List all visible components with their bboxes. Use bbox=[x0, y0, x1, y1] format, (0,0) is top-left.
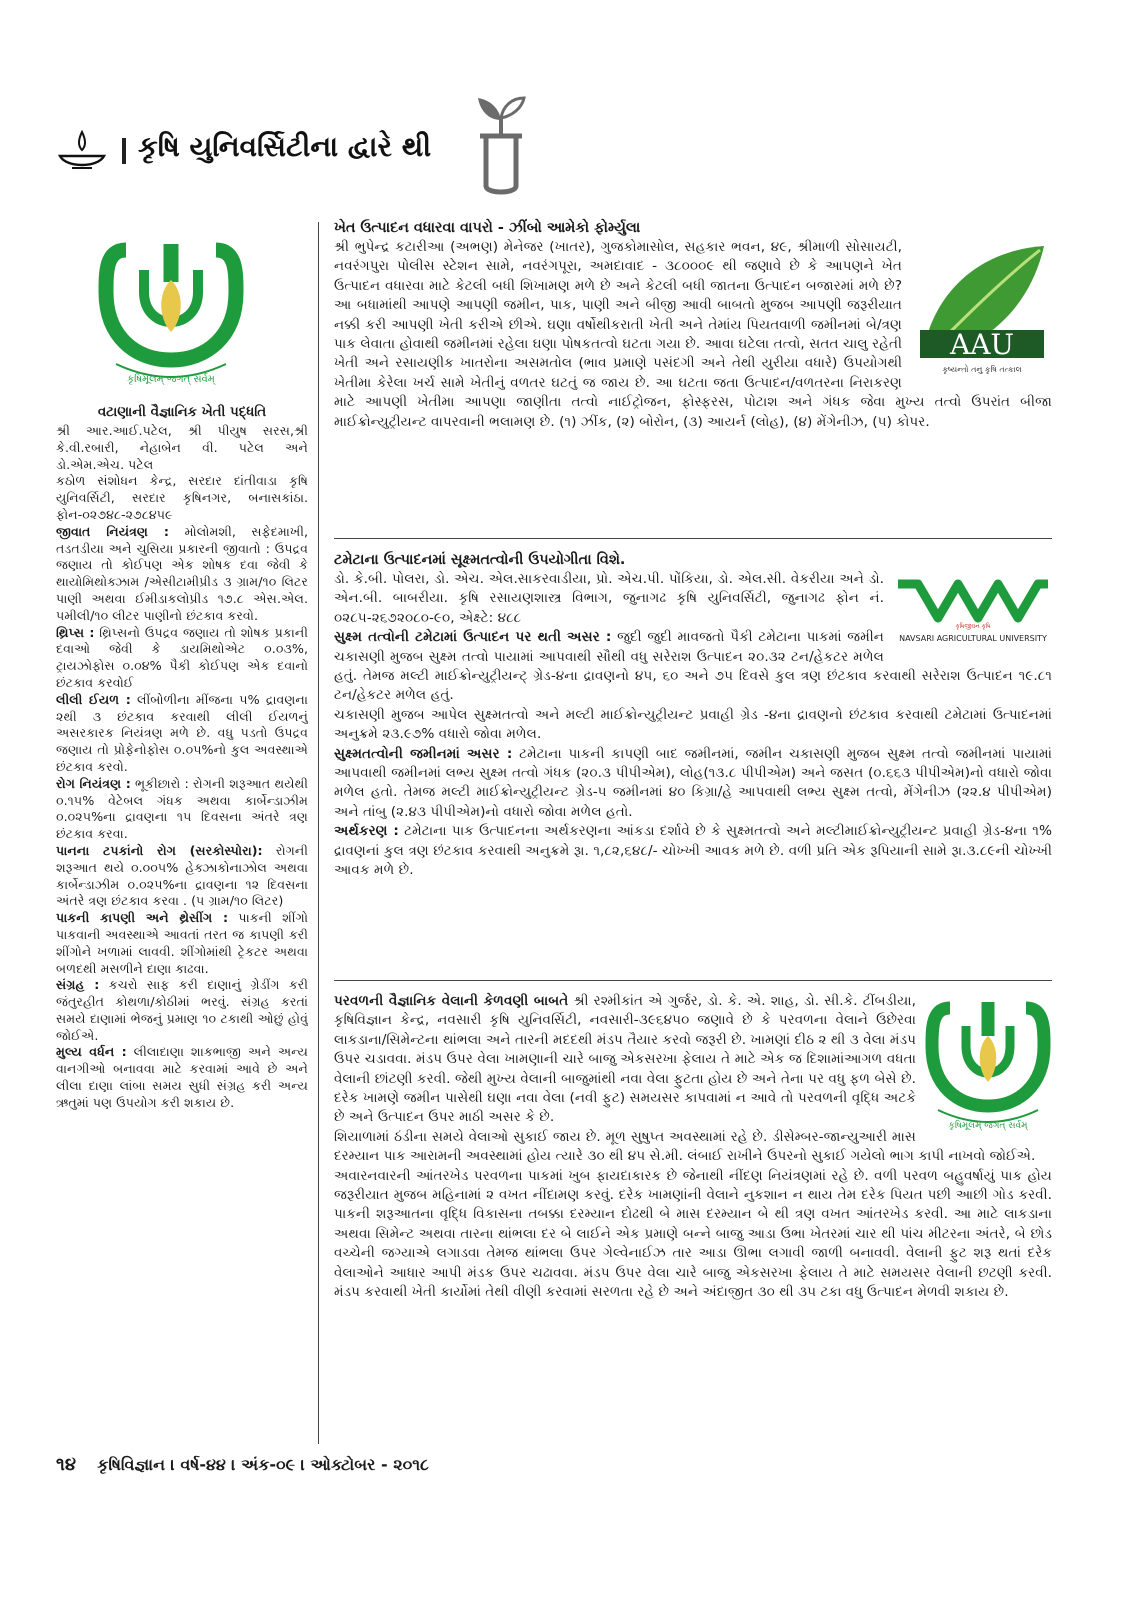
paragraph-text: ટમેટાના પાક ઉત્પાદનના અર્થકરણના આંકડા દર્શાવે છે કે સુક્ષ્મતત્વો અને મલ્ટીમાઈક્રોન્યુટ્રીયન્ટ પ્રવાહી ગ્રેડ-૪ના ૧% દ્રાવણનાં કુલ ત્રણ છંટકાવ કરવાથી અનુક્રમે રૂા. ૧,૮૨,૬૪૮/- ચોખ્ખી આવક મળે છે. વળી પ્રતિ એક રૂપિયાની સામે રૂા.૩.૮૯ની ચોખ્ખી આવક મળે છે. bbox=[334, 823, 1052, 879]
nau-tagline: કૃષિજીવન કૃષિ bbox=[955, 623, 991, 630]
section-label: પાનના ટપકાંનો રોગ (સરકોસ્પોરા): bbox=[56, 842, 263, 858]
article-tomato-micronutrients bbox=[334, 550, 1052, 970]
soil-effect-paragraph bbox=[334, 745, 1052, 823]
leaf-spot-section bbox=[56, 843, 308, 910]
section-label: સંગ્રહ : bbox=[56, 977, 100, 993]
subheading: સુક્ષ્મ તત્વોની ટમેટામાં ઉત્પાદન પર થતી અસર : bbox=[334, 629, 612, 646]
section-text: મોલોમશી, સફેદમાખી, તડતડીયા અને ચુસિયા પ્રકારની જીવાતો : ઉપદ્રવ જણાય તો કોઈપણ એક શોષક દવા જેવી કે થાયોમિથોક્ઝામ /એસીટામીપ્રીડ ૩ ગ્રામ/૧૦ લિટર પાણી અથવા ઈમીડાકલોપ્રીડ ૧૭.૮ એસ.એલ. ૫મીલી/૧૦ લીટર પાણીનો છંટકાવ કરવો. bbox=[56, 523, 308, 623]
left-logo-tagline: કૃષિમૂલમ્ જગત્ સર્વમ્ bbox=[127, 374, 215, 385]
section-text: લીંબોળીના મીંજના ૫% દ્રાવણના ૨થી ૩ છંટકાવ કરવાથી લીલી ઈયળનું અસરકારક નિયંત્રણ મળે છે. વધુ પડતો ઉપદ્રવ જણાય તો પ્રોફેનોફોસ ૦.૦૫%નો કુલ અવસ્થાએ છંટકાવ કરવો. bbox=[56, 691, 308, 774]
subheading: સુક્ષ્મતત્વોની જમીનમાં અસર : bbox=[334, 745, 513, 762]
diya-lamp-icon bbox=[56, 126, 108, 178]
section-label: જીવાત નિયંત્રણ : bbox=[56, 523, 169, 539]
left-article-authors: શ્રી આર.આઈ.પટેલ, શ્રી પીયુષ સરસ,શ્રી કે.વી.રબારી, નેહાબેન વી. પટેલ અને ડો.એમ.એચ. પટેલ bbox=[56, 423, 308, 472]
section-label: લીલી ઈયળ : bbox=[56, 691, 131, 707]
article-title: ખેત ઉત્પાદન વધારવા વાપરો - ઝીંબો આમેકો ફોર્મ્યુલા bbox=[334, 220, 641, 236]
disease-control-section bbox=[56, 776, 308, 843]
university-logo-right bbox=[924, 994, 1052, 1136]
thrips-section bbox=[56, 625, 308, 692]
nau-logo bbox=[894, 574, 1052, 646]
section-text: રોગની શરૂઆત થયે ૦.૦૦૫% હેક્ઝાકોનાઝોલ અથવા કાર્બેન્ડાઝીમ ૦.૦૨૫%ના દ્રાવણના ૧૨ દિવસના અંતરે ત્રણ છંટકાવ કરવા . (૫ ગ્રામ/૧૦ લિટર) bbox=[56, 842, 308, 909]
page-number: ૧૪ bbox=[56, 1454, 76, 1475]
page-footer bbox=[56, 1454, 756, 1480]
yield-effect-continued: ચકાસણી મુજબ આપેલ સુક્ષ્મતત્વો અને મલ્ટી માઈક્રોન્યુટ્રીયન્ટ પ્રવાહી ગ્રેડ -૪ના દ્રાવણનો છંટકાવ કરવાથી ટમેટામાં ઉત્પાદનમાં અનુક્રમે ૨૩.૯૭% વધારો જોવા મળેલ. bbox=[334, 706, 1052, 743]
economics-paragraph bbox=[334, 822, 1052, 880]
aau-tagline: કૃષ્યન્તો તનુ કૃષિ તત્કાલ bbox=[942, 365, 1022, 374]
winter-care-paragraph: શિયાળામાં ઠંડીના સમયે વેલાઓ સુકાઈ જાય છે. મૂળ સુષુપ્ત અવસ્થામાં રહે છે. ડીસેમ્બર-જાન્યુઆરી માસ દરમ્યાન પાક આરામની અવસ્થામાં હોય ત્યારે ૩૦ થી ૪૫ સે.મી. લંબાઈ રાખીને ઉપરનો સુકાઈ ગયેલો ભાગ કાપી નાખવો જોઈએ. bbox=[334, 1128, 1036, 1165]
left-article-title: વટાણાની વૈજ્ઞાનિક ખેતી પદ્ધતિ bbox=[97, 405, 267, 420]
subheading: અર્થકરણ : bbox=[334, 823, 399, 840]
section-label: મુલ્ય વર્ધન : bbox=[56, 1044, 127, 1060]
article-title: ટમેટાના ઉત્પાદનમાં સૂક્ષ્મતત્વોની ઉપયોગીતા વિશે. bbox=[334, 552, 626, 568]
test-tube-sprout-icon bbox=[462, 96, 540, 196]
section-label: પાકની કાપણી અને થ્રેસીંગ : bbox=[56, 910, 229, 926]
paragraph-text: ટમેટાના પાકની કાપણી બાદ જમીનમાં, જમીન ચકાસણી મુજબ સુક્ષ્મ તત્વો જમીનમાં પાયામાં આપવાથી જમીનમાં લભ્ય સુક્ષ્મ તત્વો ગંધક (૨૦.૩ પીપીએમ), લોહ(૧૩.૮ પીપીએમ) અને જસત (૦.૬૬૩ પીપીએમ)નો વધારો જોવા મળેલ હતો. તેમજ મલ્ટી માઈક્રોન્યુટ્રીયન્ટ ગ્રેડ-૫ જમીનમાં ૪૦ કિગ્રા/હે આપવાથી લભ્ય સુક્ષ્મ તત્વો, મેંગેનીઝ (૨૨.૪ પીપીએમ) અને તાંબુ (૨.૪૩ પીપીએમ)નો વધારો જોવા મળેલ હતો. bbox=[334, 745, 1052, 820]
left-article-address: કઠોળ સંશોધન કેન્દ્ર, સરદાર દાંતીવાડા કૃષિ યુનિવર્સિટી, સરદાર કૃષિનગર, બનાસકાંઠા. ફોન-૦૨૭૪૮-૨૭૮૪૫૯ bbox=[56, 473, 308, 522]
section-text: પાકની શીંગો પાકવાની અવસ્થાએ આવતાં તરત જ કાપણી કરી શીંગોને ખળામાં લાવવી. શીંગોમાંથી ટ્રેકટર અથવા બળદથી મસળીને દાણા કાઢવા. bbox=[56, 910, 308, 976]
section-label: રોગ નિયંત્રણ : bbox=[56, 775, 131, 791]
section-text: ભૂકીછારો : રોગની શરૂઆત થયેથી ૦.૧૫% વેટેબલ ગંધક અથવા કાર્બેન્ડાઝીમ ૦.૦૨૫%ના દ્રાવણના ૧૫ દિવસના અંતરે ત્રણ છંટકાવ કરવા. bbox=[56, 775, 308, 842]
page-header bbox=[56, 96, 576, 206]
article-parwal-cultivation bbox=[334, 992, 1052, 1444]
section-text: થ્રિપ્સનો ઉપદ્રવ જણાય તો શોષક પ્રકાની દવાઓ જેવી કે ડાયમિથોએટ ૦.૦૩%, ટ્રાયઝોફોસ ૦.૦૪% પૈકી કોઈપણ એક દવાનો છંટકાવ કરવોઈ bbox=[56, 624, 308, 690]
right-logo-tagline: કૃષિમૂલમ્ જગત્ સર્વમ્ bbox=[948, 1121, 1028, 1131]
section-text: કચરો સાફ કરી દાણાનું ગ્રેડીંગ કરી જંતુરહીત કોથળા/કોઠીમાં ભરવું. સંગ્રહ કરતાં સમયે દાણામાં ભેજનું પ્રમાણ ૧૦ ટકાથી ઓછું હોવું જોઈએ. bbox=[56, 977, 308, 1043]
article-separator bbox=[334, 538, 1052, 539]
magazine-issue-info: કૃષિવિજ્ઞાન । વર્ષ-૪૪ । અંક-૦૯ । ઓક્ટોબર - ૨૦૧૮ bbox=[97, 1455, 429, 1474]
article-separator bbox=[334, 980, 1052, 981]
section-label: થ્રિપ્સ : bbox=[56, 624, 95, 640]
university-logo bbox=[96, 232, 246, 392]
article-body: શ્રી ભુપેન્દ્ર કટારીઆ (અભણ) મેનેજર (ખાતર), ગુજકોમાસોલ, સહકાર ભવન, ૪૯, શ્રીમાળી સોસાયટી, નવરંગપુરા પોલીસ સ્ટેશન સામે, નવરંગપૂરા, અમદાવાદ - ૩૮૦૦૦૯ થી જણાવે છે કે આપણને ખેત ઉત્પાદન વધારવા માટે કેટલી બધી શિખામણ મળે છે અને કેટલી બધી જાતના ઉત્પાદન બજારમાં મળે છે? આ બધામાંથી આપણે આપણી જમીન, પાક, પાણી અને બીજી આવી બાબતો મુજબ આપણી જરૂરીયાત નક્કી કરી આપણી ખેતી કરીએ છીએ. ઘણા વર્ષોથીકરાતી ખેતી અને તેમાંય પિયતવાળી જમીનમાં બે/ત્રણ પાક લેવાતા હોવાથી જમીનમાં રહેલા ઘણા પોષકતત્વો ઘટતા ગયા છે. આવા ઘટેલા તત્વો, સતત ચાલુ રહેતી ખેતી અને રસાયણીક ખાતરોના અસમતોલ (ભાવ પ્રમાણે પસંદગી અને તેથી યુરીયા વધારે) ઉપયોગથી ખેતીમા કેરેલા ખર્ચ સામે ખેતીનું વળતર ઘટતું જ જાય છે. આ ઘટતા જતા ઉત્પાદન/વળતરના નિરાકરણ માટે આપણી ખેતીમા આપણા જાણીતા તત્વો નાઈટ્રોજન, ફોસ્ફરસ, પોટાશ અને ગંધક જેવા મુખ્ય તત્વો ઉપરાંત બીજા માઈક્રોન્યુટ્રીયન્ટ વાપરવાની ભલામણ છે. (૧) ઝીંક, (૨) બોરોન, (૩) આયર્ન (લોહ), (૪) મેંગેનીઝ, (૫) કોપર. bbox=[334, 239, 1052, 430]
intercultivation-paragraph: અવારનવારની આંતરખેડ પરવળના પાકમાં ખુબ ફાયદાકારક છે જેનાથી નીંદણ નિયંત્રણમાં રહે છે. વળી પરવળ બહુવર્ષાયું પાક હોય જરૂરીયાત મુજબ મહિનામાં ૨ વખત નીંદામણ કરવું. દરેક ખામણાંની વેલાને નુકશાન ન થાય તેમ દરેક પિયત પછી આછી ગોડ કરવી. પાકની શરૂઆતના વૃદ્ધિ વિકાસના તબક્કા દરમ્યાન દોઢથી બે માસ દરમ્યાન બે થી ત્રણ વખત આંતરખેડ કરવી. આ માટે લાકડાના અથવા સિમેન્ટ અથવા તારના થાંભલા દર બે લાઈને એક પ્રમાણે બન્ને બાજુ આડા ઉભા ખેતરમાં ચાર થી પાંચ મીટરના અંતરે, બે છોડ વચ્ચેની જગ્યાએ લગાડવા તેમજ થાંભલા ઉપર ગેલ્વેનાઈઝ તાર આડા ઊભા લગાવી જાળી બનાવવી. વેલાની ફુટ શરૂ થતાં દરેક વેલાઓને આધાર આપી મંડક ઉપર ચઢાવવા. મંડપ ઉપર વેલા ચારે બાજુ એકસરખા ફેલાય તે માટે સમયસર વેલાની છટણી કરવી. મંડપ કરવાથી ખેતી કાર્યોમાં તેથી વીણી કરવામાં સરળતા રહે છે અને અંદાજીત ૩૦ થી ૩૫ ટકા વધુ ઉત્પાદન મેળવી શકાય છે. bbox=[334, 1167, 1052, 1301]
value-addition-section bbox=[56, 1044, 308, 1111]
storage-section bbox=[56, 977, 308, 1044]
harvest-section bbox=[56, 910, 308, 977]
aau-logo bbox=[912, 240, 1052, 380]
paragraph-text: શ્રી રશ્મીકાંત એ ગુર્જર, ડો. કે. એ. શાહ, ડો. સી.કે. ટીંબડીયા, કૃષિવિજ્ઞાન કેન્દ્ર, નવસારી કૃષિ યુનિવર્સિટી, નવસારી-૩૯૬૪૫૦ જણાવે છે કે પરવળના વેલાને ઉછેરવા લાકડાના/સિમેન્ટના થાંભલા અને તારની મદદથી મંડપ તૈયાર કરવો જરૂરી છે. ખામણાં દીઠ ૨ થી ૩ વેલા મંડપ ઉપર ચડાવવા. મંડપ ઉપર વેલા ખામણાની ચારે બાજુ એકસરખા ફેલાય તે માટે એક જ દિશામાંઆગળ વધતા વેલાની છાંટણી કરવી. જેથી મુખ્ય વેલાની બાજુમાંથી નવા વેલા ફુટતા હોય છે અને તેના પર વધુ ફળ બેસે છે. દરેક ખામણે જમીન પાસેથી ઘણા નવા વેલા (નવી ફુટ) સમયસર કાપવામાં ન આવે તો પરવળની વૃદ્ધિ અટકે છે અને ઉત્પાદન ઉપર માઠી અસર કે છે. bbox=[334, 993, 916, 1126]
pest-control-section bbox=[56, 524, 308, 625]
article-zimbo-formula bbox=[334, 218, 1052, 518]
header-divider bbox=[122, 138, 126, 164]
green-caterpillar-section bbox=[56, 692, 308, 776]
left-column bbox=[56, 226, 308, 1446]
article-title: પરવળની વૈજ્ઞાનિક વેલાની કેળવણી બાબતે bbox=[334, 993, 569, 1009]
nau-name: NAVSARI AGRICULTURAL UNIVERSITY bbox=[899, 634, 1047, 643]
article-authors: ડો. કે.બી. પોલરા, ડો. એચ. એલ.સાકરવાડીયા, પ્રો. એચ.પી. પોંકિયા, ડો. એલ.સી. વેકરીયા અને ડો. એન.બી. બાબરીયા. કૃષિ રસાયણશાસ્ત્ર વિભાગ, જુનાગઢ કૃષિ યુનિવર્સિટી, જુનાગઢ ફોન નં. ૦૨૮૫-૨૬૭૨૦૮૦-૯૦, એક્ષ્ટે: ૪૮૮ bbox=[334, 571, 884, 626]
section-title: કૃષિ યુનિવર્સિટીના દ્વારે થી bbox=[138, 130, 432, 163]
section-text: લીલાદાણા શાકભાજી અને અન્ય વાનગીઓ બનાવવા માટે કરવામાં આવે છે અને લીલા દાણા લાંબા સમય સુધી સંગ્રહ કરી અન્ય ઋતુમાં પણ ઉપયોગ કરી શકાય છે. bbox=[56, 1044, 308, 1110]
aau-logo-text: AAU bbox=[949, 328, 1015, 361]
column-divider bbox=[318, 222, 319, 1444]
paragraph-text: જુદી જુદી માવજતો પૈકી ટમેટાના પાકમાં જમીન ચકાસણી મુજબ સુક્ષ્મ તત્વો પાયામાં આપવાથી સૌથી વધુ સરેરાશ ઉત્પાદન ૨૦.૩૨ ટન/હેકટર મળેલ હતું. તેમજ મલ્ટી માઈક્રોન્યુટ્રીયન્ટ્ ગ્રેડ-૪ના દ્રાવણનો ૪૫, ૬૦ અને ૭૫ દિવસે કુલ ત્રણ છંટકાવ કરવાથી સરેરાશ ઉત્પાદન ૧૯.૮૧ ટન/હેકટર મળેલ હતું. bbox=[334, 629, 1052, 704]
